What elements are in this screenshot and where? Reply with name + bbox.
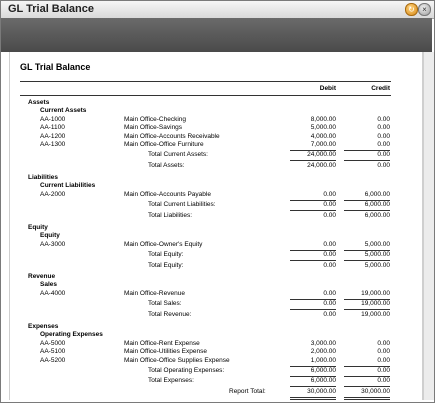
credit-amount: 19,000.00 (361, 289, 390, 297)
credit-amount: 5,000.00 (364, 240, 390, 248)
section-heading-equity: Equity (28, 224, 48, 231)
refresh-icon[interactable]: ↻ (405, 3, 418, 16)
account-name: Main Office-Checking (124, 115, 187, 123)
section-total-credit: 0.00 (377, 377, 390, 385)
debit-amount: 0.00 (323, 240, 336, 248)
credit-amount: 0.00 (377, 348, 390, 356)
account-code: AA-1300 (40, 141, 66, 148)
subtotal-credit: 0.00 (377, 151, 390, 159)
subtotal-debit: 6,000.00 (310, 367, 336, 374)
section-total-debit: 0.00 (323, 211, 336, 219)
section-total-label: Total Equity: (148, 261, 184, 269)
debit-amount: 3,000.00 (310, 339, 336, 347)
debit-amount: 7,000.00 (310, 141, 336, 148)
account-code: AA-3000 (40, 240, 66, 248)
account-name: Main Office-Accounts Payable (124, 190, 211, 198)
debit-amount: 1,000.00 (310, 356, 336, 364)
subtotal-debit: 0.00 (323, 300, 336, 308)
account-name: Main Office-Rent Expense (124, 339, 200, 347)
account-name: Main Office-Accounts Receivable (124, 132, 220, 140)
section-total-debit: 0.00 (323, 261, 336, 269)
account-name: Main Office-Owner's Equity (124, 240, 203, 248)
subtotal-credit: 6,000.00 (364, 201, 390, 209)
report-total-double-rule-debit-2 (290, 399, 336, 400)
header-rule-top (20, 81, 391, 82)
debit-amount: 0.00 (323, 190, 336, 198)
account-code: AA-5000 (40, 339, 66, 347)
subtotal-credit: 0.00 (377, 367, 390, 374)
subsection-heading-expenses: Operating Expenses (40, 331, 103, 339)
section-total-credit: 5,000.00 (364, 261, 390, 269)
title-bar (1, 1, 434, 19)
account-name: Main Office-Revenue (124, 289, 185, 297)
column-header-debit: Debit (319, 85, 336, 92)
subtotal-credit: 5,000.00 (364, 251, 390, 259)
vertical-scrollbar[interactable] (423, 52, 434, 400)
subtotal-label: Total Equity: (148, 251, 184, 259)
subtotal-credit: 19,000.00 (361, 300, 390, 308)
column-header-credit: Credit (371, 85, 390, 92)
subtotal-debit: 0.00 (323, 201, 336, 209)
section-heading-revenue: Revenue (28, 273, 56, 280)
debit-amount: 2,000.00 (310, 348, 336, 356)
section-heading-assets: Assets (28, 99, 50, 106)
report-total-label: Report Total: (229, 387, 266, 395)
header-rule-bottom (20, 95, 391, 96)
report-total-double-rule-credit-2 (344, 399, 390, 400)
credit-amount: 6,000.00 (364, 190, 390, 198)
close-icon[interactable]: × (418, 3, 431, 16)
account-code: AA-2000 (40, 190, 66, 198)
report-total-debit: 30,000.00 (307, 387, 336, 395)
section-total-credit: 19,000.00 (361, 310, 390, 318)
account-code: AA-1000 (40, 115, 66, 123)
report-title: GL Trial Balance (20, 62, 91, 72)
section-total-label: Total Liabilities: (148, 211, 193, 219)
section-total-label: Total Revenue: (148, 310, 192, 318)
section-total-label: Total Assets: (148, 161, 185, 169)
debit-amount: 4,000.00 (310, 132, 336, 140)
account-code: AA-1200 (40, 132, 66, 140)
section-heading-liabilities: Liabilities (28, 174, 58, 181)
section-heading-expenses: Expenses (28, 323, 59, 330)
credit-amount: 0.00 (377, 339, 390, 347)
credit-amount: 0.00 (377, 141, 390, 148)
subsection-heading-revenue: Sales (40, 281, 57, 289)
account-code: AA-5100 (40, 348, 66, 356)
subtotal-label: Total Current Assets: (148, 151, 208, 159)
section-total-debit: 0.00 (323, 310, 336, 318)
section-total-debit: 6,000.00 (310, 377, 336, 385)
section-total-credit: 0.00 (377, 161, 390, 169)
report-total-credit: 30,000.00 (361, 387, 390, 395)
subsection-heading-assets: Current Assets (40, 107, 87, 115)
subtotal-debit: 0.00 (323, 251, 336, 259)
subtotal-label: Total Current Liabilities: (148, 201, 216, 209)
section-total-debit: 24,000.00 (307, 161, 336, 169)
subtotal-debit: 24,000.00 (307, 151, 336, 159)
credit-amount: 0.00 (377, 132, 390, 140)
credit-amount: 0.00 (377, 356, 390, 364)
subtotal-label: Total Sales: (148, 300, 182, 308)
account-code: AA-1100 (40, 124, 65, 132)
subsection-heading-equity: Equity (40, 232, 60, 240)
section-total-label: Total Expenses: (148, 377, 194, 385)
window-title: GL Trial Balance (8, 3, 95, 15)
report-toolbar-band (1, 18, 432, 52)
section-total-credit: 6,000.00 (364, 211, 390, 219)
debit-amount: 0.00 (323, 289, 336, 297)
subtotal-label: Total Operating Expenses: (148, 367, 225, 374)
account-name: Main Office-Savings (124, 124, 183, 132)
report-total-double-rule-debit (290, 397, 336, 398)
account-code: AA-5200 (40, 356, 66, 364)
debit-amount: 8,000.00 (310, 115, 336, 123)
account-name: Main Office-Office Furniture (124, 141, 204, 148)
subsection-heading-liabilities: Current Liabilities (40, 182, 96, 190)
report-total-double-rule-credit (344, 397, 390, 398)
credit-amount: 0.00 (377, 115, 390, 123)
account-code: AA-4000 (40, 289, 66, 297)
account-name: Main Office-Office Supplies Expense (124, 356, 230, 364)
debit-amount: 5,000.00 (310, 124, 336, 132)
credit-amount: 0.00 (377, 124, 390, 132)
account-name: Main Office-Utilities Expense (124, 348, 207, 356)
